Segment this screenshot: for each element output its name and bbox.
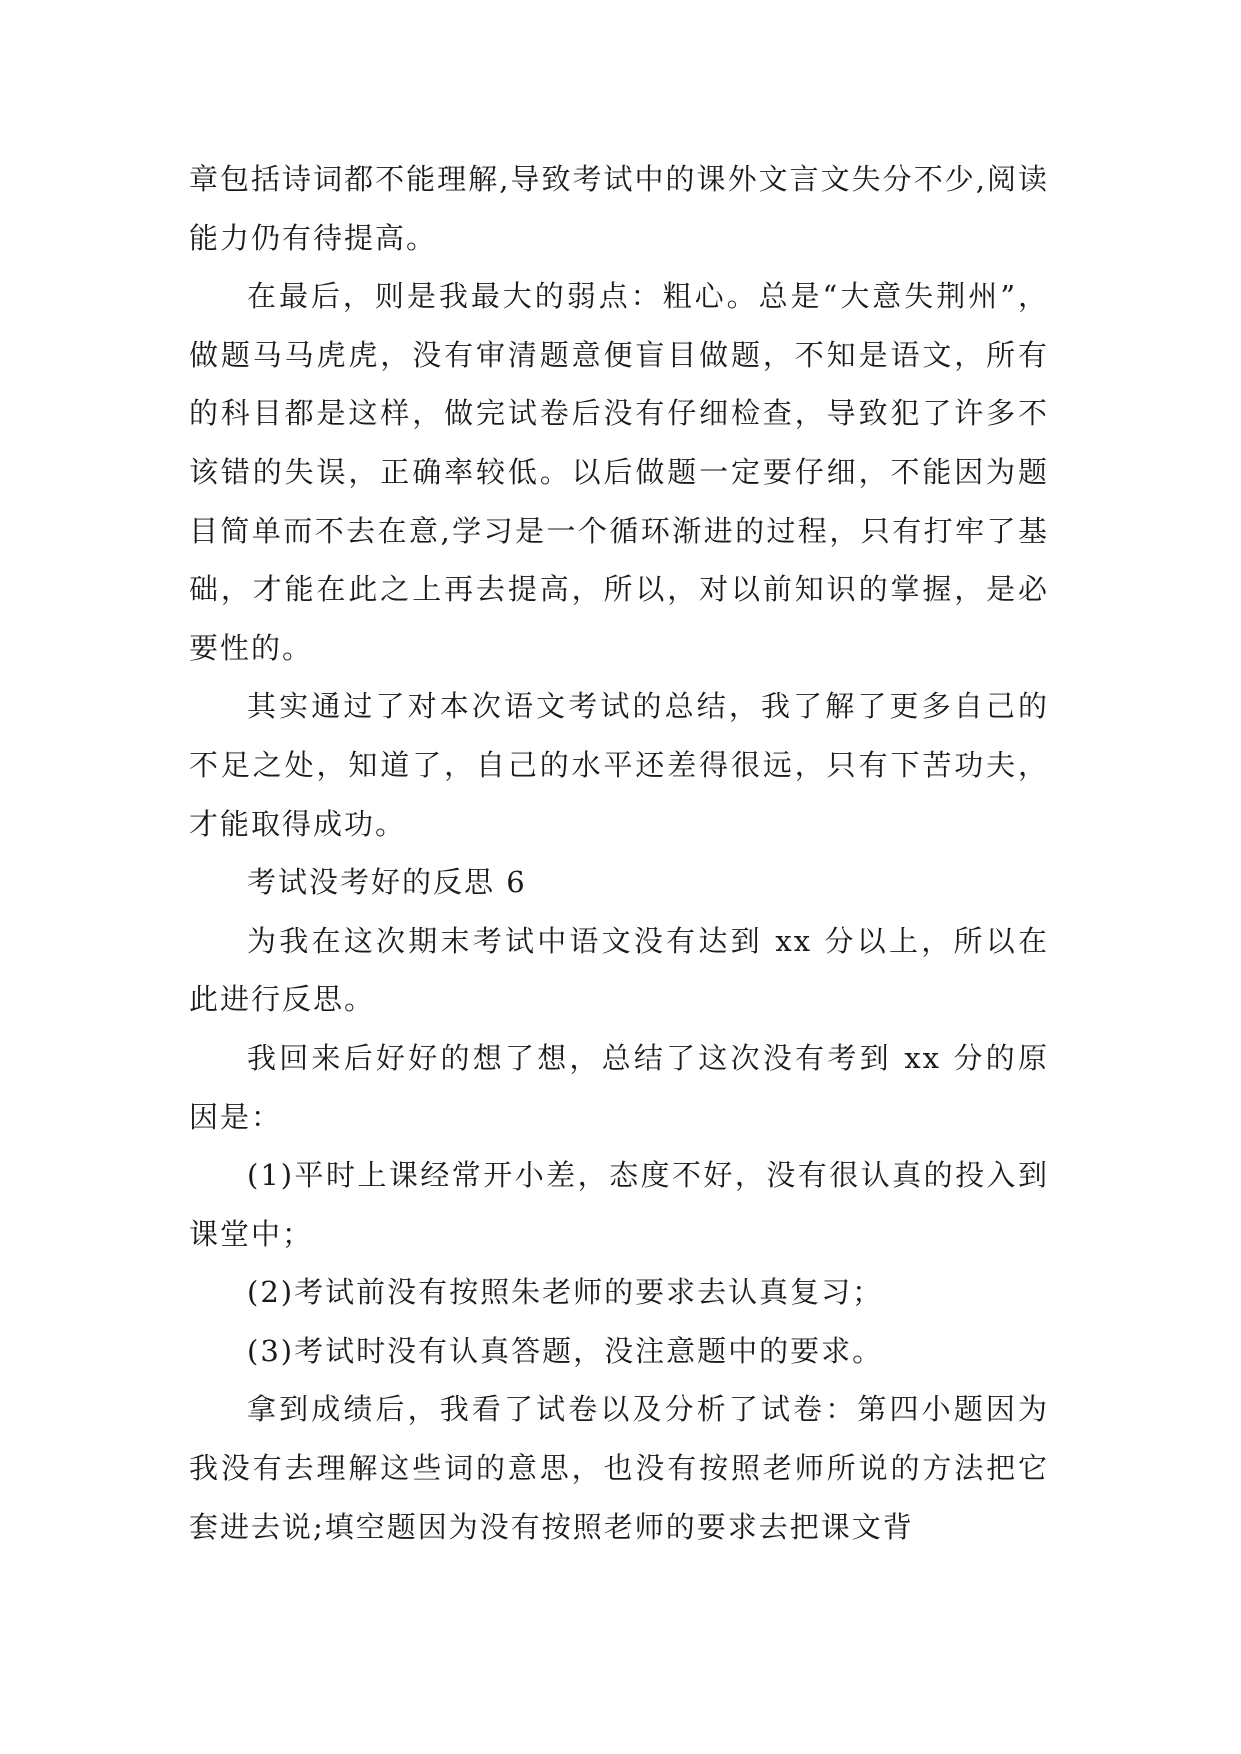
- paragraph-summary: 其实通过了对本次语文考试的总结，我了解了更多自己的不足之处，知道了，自己的水平还差得很远，只有下苦功夫，才能取得成功。: [189, 689, 1049, 841]
- document-body: [189, 150, 1049, 1556]
- list-item-reason-2: (2)考试前没有按照朱老师的要求去认真复习；: [247, 1275, 884, 1310]
- paragraph-analysis: 拿到成绩后，我看了试卷以及分析了试卷：第四小题因为我没有去理解这些词的意思，也没有按照老师所说的方法把它套进去说;填空题因为没有按照老师的要求去把课文背: [189, 1392, 1049, 1544]
- list-item-reason-1: (1)平时上课经常开小差，态度不好，没有很认真的投入到课堂中；: [189, 1158, 1049, 1251]
- section-heading: 考试没考好的反思 6: [247, 865, 527, 900]
- paragraph-carelessness: 在最后，则是我最大的弱点：粗心。总是“大意失荆州”，做题马马虎虎，没有审清题意便盲目做题，不知是语文，所有的科目都是这样，做完试卷后没有仔细检查，导致犯了许多不该错的失误，正确率较低。以后做题一定要仔细，不能因为题目简单而不去在意,学习是一个循环渐进的过程，只有打牢了基础，才能在此之上再去提高，所以，对以前知识的掌握，是必要性的。: [189, 279, 1049, 665]
- paragraph-reasons-lead: 我回来后好好的想了想，总结了这次没有考到 xx 分的原因是：: [189, 1040, 1049, 1134]
- paragraph-intro: 为我在这次期末考试中语文没有达到 xx 分以上，所以在此进行反思。: [189, 923, 1049, 1017]
- list-item-reason-3: (3)考试时没有认真答题，没注意题中的要求。: [247, 1333, 884, 1368]
- paragraph-continuation: 章包括诗词都不能理解,导致考试中的课外文言文失分不少,阅读能力仍有待提高。: [189, 162, 1049, 255]
